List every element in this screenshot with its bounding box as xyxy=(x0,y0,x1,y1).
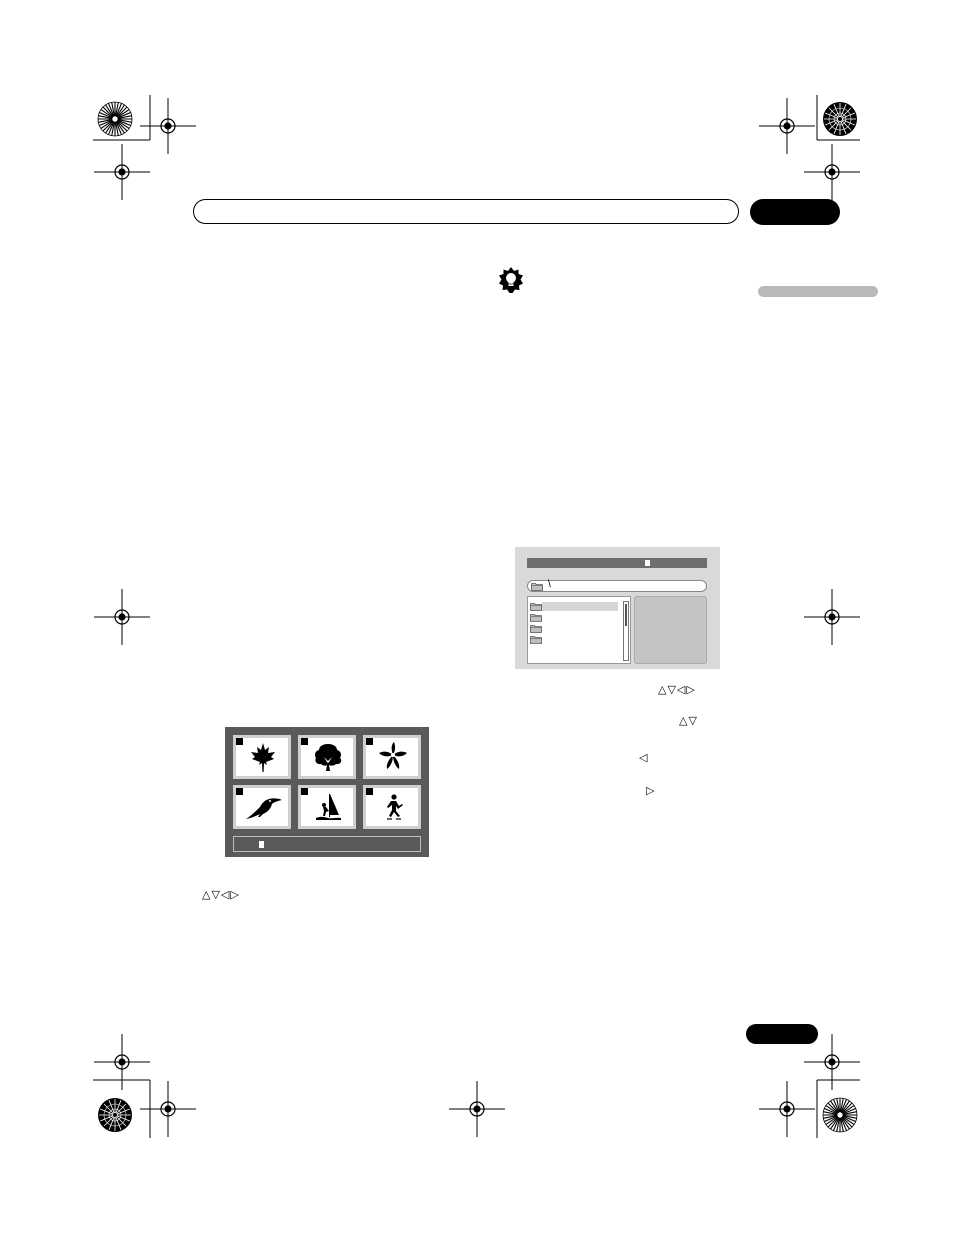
registration-crosshair-icon xyxy=(94,589,150,645)
path-text: \ xyxy=(548,579,551,590)
folder-icon[interactable] xyxy=(530,635,542,644)
header-bar xyxy=(193,199,739,224)
file-navigator-screen xyxy=(515,547,720,669)
side-language-tab xyxy=(758,286,878,297)
thumbnail[interactable] xyxy=(363,785,421,829)
thumbnail-marker xyxy=(366,788,373,795)
thumbnail-marker xyxy=(366,738,373,745)
four-way-arrows-icon: △▽◁▷ xyxy=(202,889,240,901)
title-marker xyxy=(645,560,650,566)
folder-icon[interactable] xyxy=(530,602,542,611)
inline-skater-icon xyxy=(378,791,408,823)
photo-status-bar xyxy=(233,836,421,852)
four-way-arrows-icon: △▽◁▷ xyxy=(658,684,696,696)
up-down-arrows-icon: △▽ xyxy=(679,715,698,727)
windsurfer-icon xyxy=(313,791,343,823)
calibration-wheel-icon xyxy=(822,1097,858,1133)
registration-crosshair-icon xyxy=(759,1081,815,1137)
calibration-wheel-icon xyxy=(97,101,133,137)
calibration-wheel-icon xyxy=(97,1097,133,1133)
toucan-bird-icon xyxy=(242,791,286,823)
registration-crosshair-icon xyxy=(449,1081,505,1137)
navigator-title-bar xyxy=(527,558,707,568)
registration-crosshair-icon xyxy=(94,144,150,200)
folder-icon[interactable] xyxy=(530,613,542,622)
tree-icon xyxy=(311,741,345,773)
list-scrollbar[interactable] xyxy=(623,601,629,661)
maple-leaf-icon xyxy=(248,741,278,773)
thumbnail-marker xyxy=(301,788,308,795)
selected-row-highlight xyxy=(542,602,618,611)
folder-icon[interactable] xyxy=(530,624,542,633)
lightbulb-tip-icon xyxy=(497,266,525,294)
calibration-wheel-icon xyxy=(822,101,858,137)
registration-crosshair-icon xyxy=(140,1081,196,1137)
thumbnail[interactable] xyxy=(233,785,291,829)
chapter-badge xyxy=(750,199,840,225)
thumbnail[interactable] xyxy=(298,785,356,829)
scrollbar-thumb[interactable] xyxy=(625,604,627,626)
thumbnail[interactable] xyxy=(233,735,291,779)
thumbnail-marker xyxy=(301,738,308,745)
page-number-badge xyxy=(746,1024,818,1044)
thumbnail[interactable] xyxy=(363,735,421,779)
status-marker xyxy=(259,841,264,848)
photo-browser-screen xyxy=(225,727,429,857)
navigator-path-field xyxy=(527,580,707,592)
thumbnail[interactable] xyxy=(298,735,356,779)
lily-flower-icon xyxy=(378,741,408,773)
folder-icon xyxy=(531,582,543,591)
left-arrow-icon: ◁ xyxy=(639,752,649,764)
registration-crosshair-icon xyxy=(804,144,860,200)
registration-crosshair-icon xyxy=(804,589,860,645)
folder-list xyxy=(527,596,631,664)
right-arrow-icon: ▷ xyxy=(646,785,656,797)
thumbnail-marker xyxy=(236,738,243,745)
preview-pane xyxy=(634,596,707,664)
